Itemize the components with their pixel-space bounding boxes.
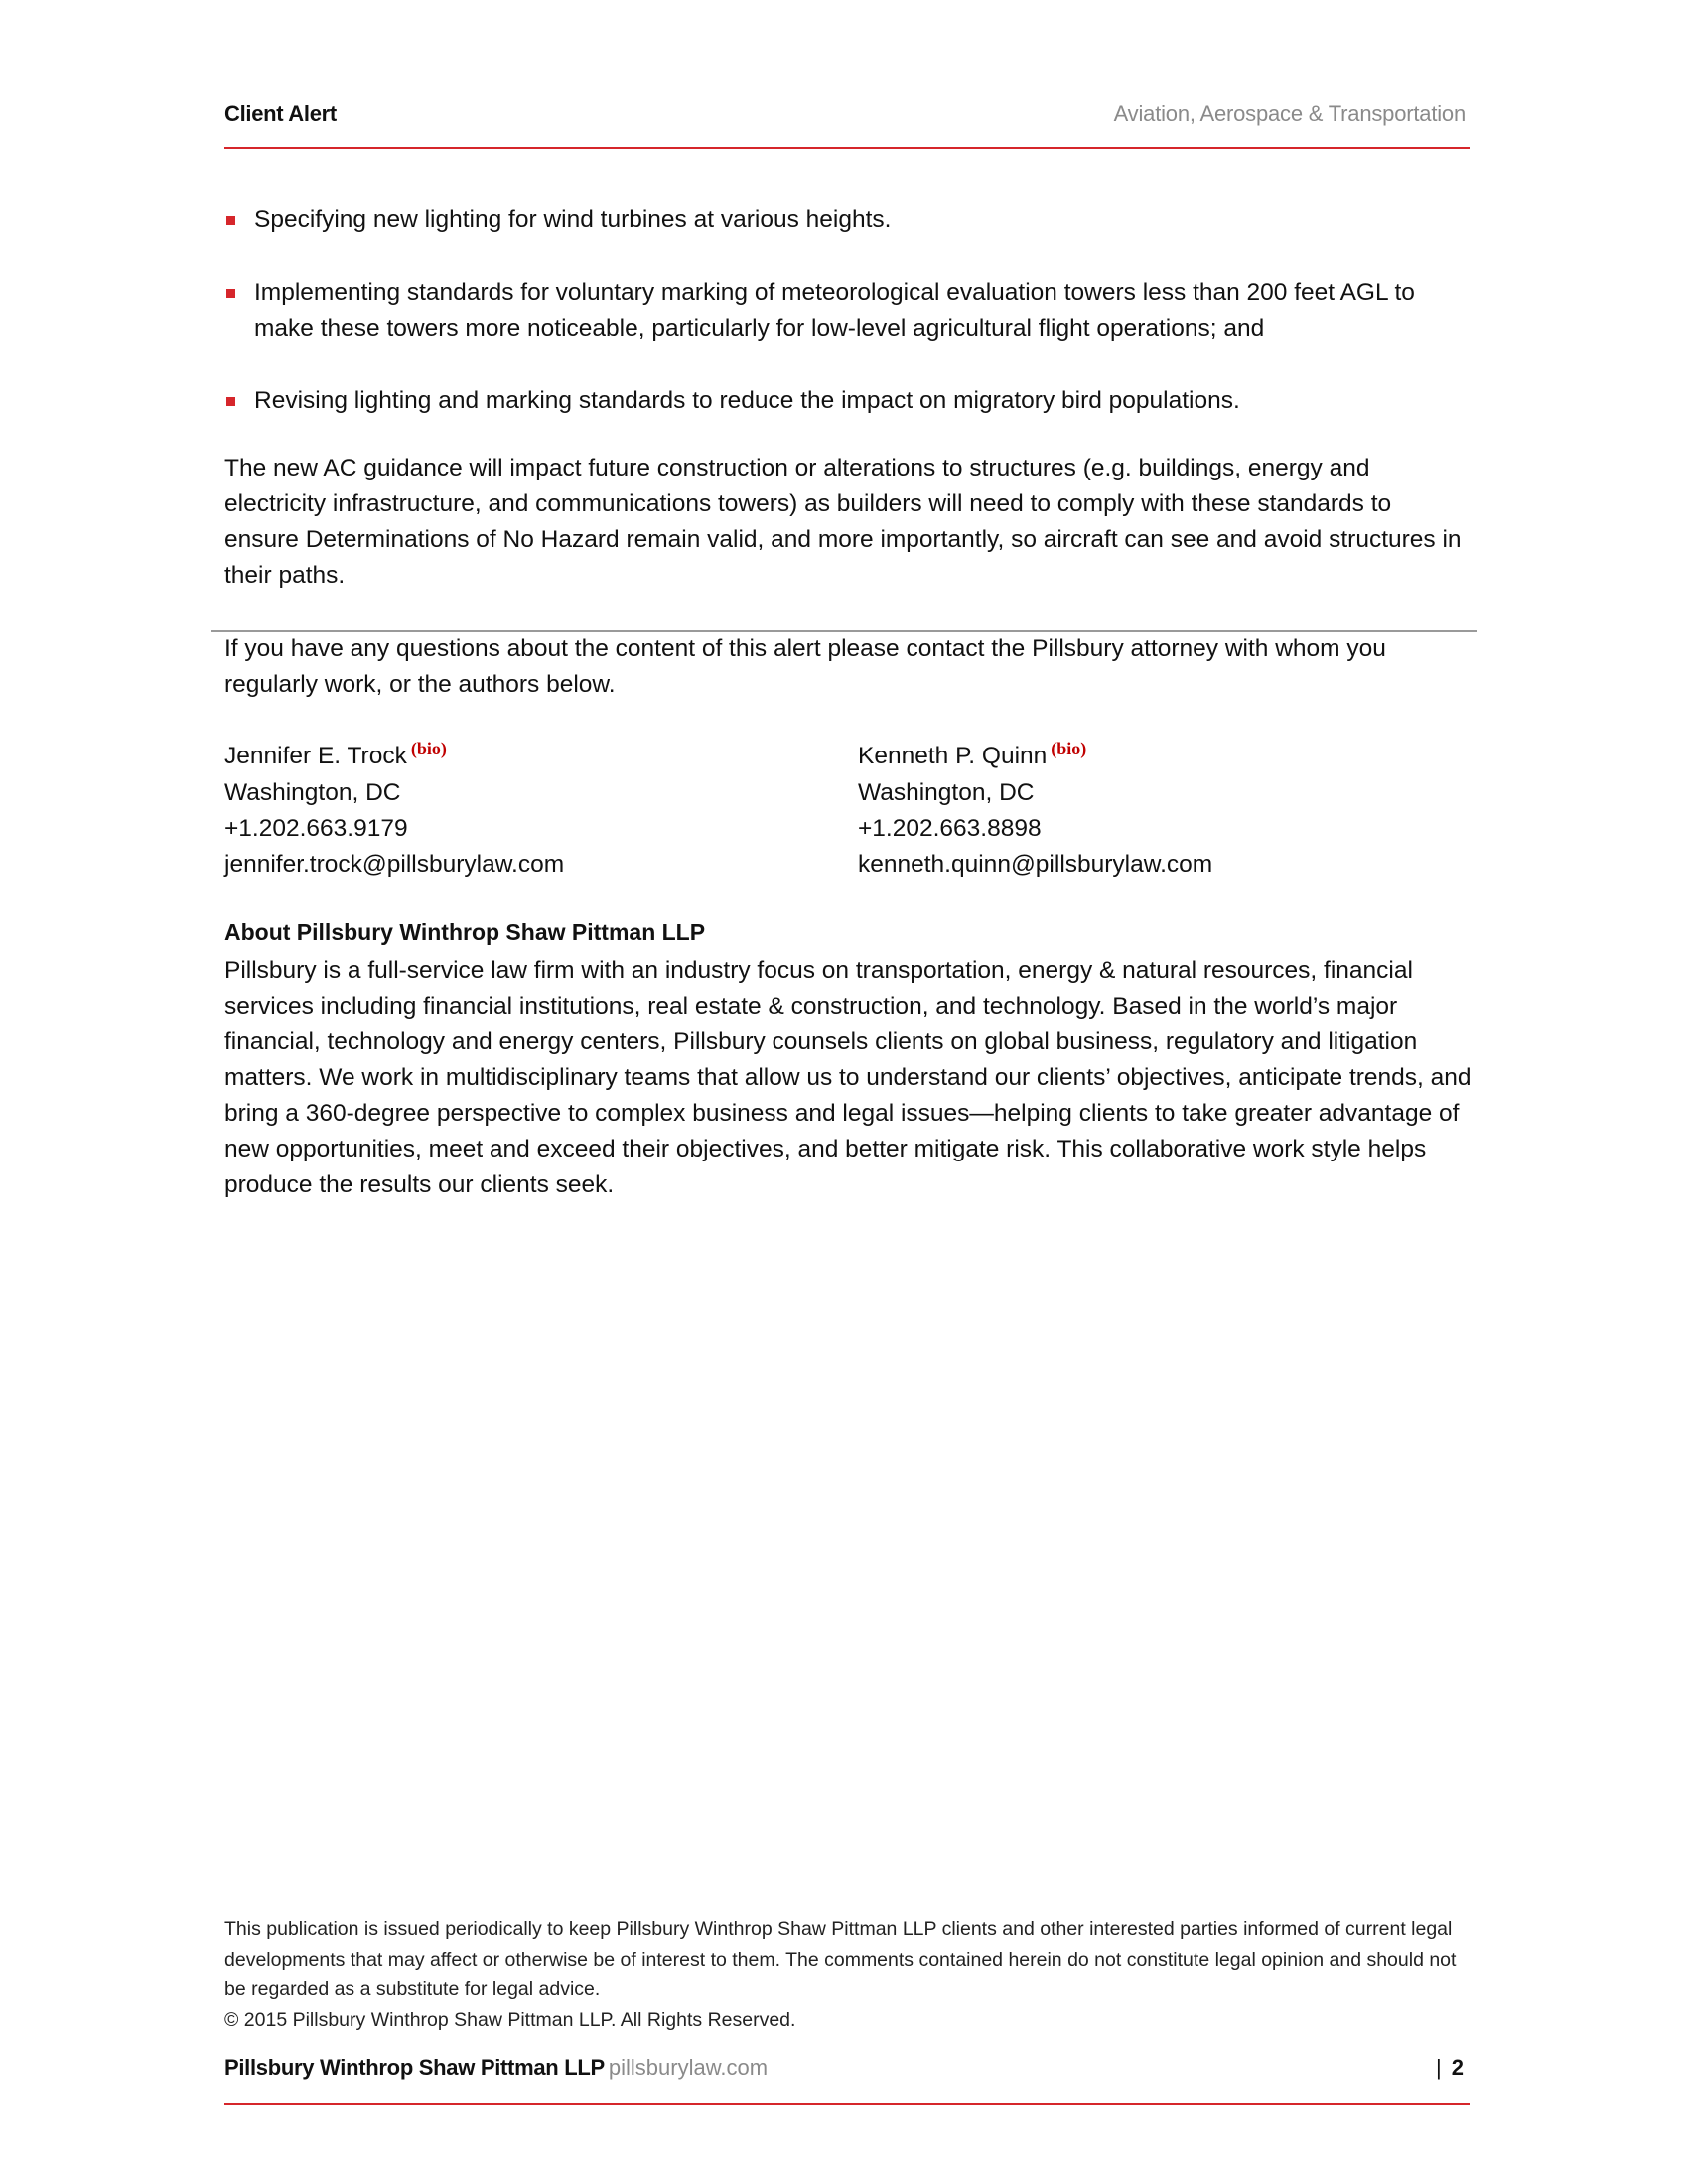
- bullet-text: Revising lighting and marking standards to reduce the impact on migratory bird populations.: [254, 387, 1240, 414]
- about-heading: About Pillsbury Winthrop Shaw Pittman LLP: [224, 919, 706, 945]
- author-bio-link[interactable]: (bio): [1051, 739, 1087, 758]
- page-separator: |: [1436, 2055, 1442, 2080]
- author-city: Washington, DC: [224, 779, 401, 806]
- disclaimer-text: This publication is issued periodically to keep Pillsbury Winthrop Shaw Pittman LLP clients and other interested parties informed of current legal developments that may affect or otherwise be of interest to them. The comments contained herein do not constitute legal opinion and should not be regarded as a substitute for legal advice.: [224, 1918, 1457, 2000]
- author-email[interactable]: jennifer.trock@pillsburylaw.com: [224, 851, 565, 878]
- author-name: Jennifer E. Trock: [224, 743, 407, 769]
- author-name: Kenneth P. Quinn: [858, 743, 1048, 769]
- footer-website-link[interactable]: pillsburylaw.com: [608, 2055, 769, 2080]
- copyright-notice: © 2015 Pillsbury Winthrop Shaw Pittman LLP. All Rights Reserved.: [224, 2008, 796, 2031]
- header-practice-area: Aviation, Aerospace & Transportation: [1113, 101, 1466, 126]
- author-phone: +1.202.663.8898: [858, 815, 1042, 842]
- bullet-list: [224, 203, 1466, 456]
- contact-intro: If you have any questions about the content of this alert please contact the Pillsbury attorney with whom you regularly work, or the authors below.: [224, 635, 1386, 698]
- author-city: Washington, DC: [858, 779, 1035, 806]
- author-email[interactable]: kenneth.quinn@pillsburylaw.com: [858, 851, 1213, 878]
- body-paragraph: The new AC guidance will impact future construction or alterations to structures (e.g. buildings, energy and electricity infrastructure, and communications towers) as builders will need to comply with these standards to ensure Determinations of No Hazard remain valid, and more importantly, so aircraft can see and avoid structures in their paths.: [224, 455, 1462, 589]
- bullet-item: [224, 275, 1466, 346]
- author-card-trock: [224, 739, 564, 883]
- page-number-value: 2: [1451, 2055, 1464, 2080]
- author-bio-link[interactable]: (bio): [410, 739, 447, 758]
- bullet-text: Specifying new lighting for wind turbines at various heights.: [254, 206, 892, 233]
- page-header: [224, 99, 1470, 149]
- bullet-square-icon: [226, 216, 235, 225]
- bullet-item: [224, 383, 1466, 419]
- author-card-quinn: [858, 739, 1212, 883]
- header-publication-type: Client Alert: [224, 101, 337, 126]
- bullet-square-icon: [226, 397, 235, 406]
- page-footer: [224, 2055, 1470, 2105]
- about-paragraph: Pillsbury is a full-service law firm with an industry focus on transportation, energy & natural resources, financial services including financial institutions, real estate & construction, and technology. Based in the world’s major financial, technology and energy centers, Pillsbury counsels clients on global business, regulatory and litigation matters. We work in multidisciplinary teams that allow us to understand our clients’ objectives, anticipate trends, and bring a 360-degree perspective to complex business and legal issues—helping clients to take greater advantage of new opportunities, meet and exceed their objectives, and better mitigate risk. This collaborative work style helps produce the results our clients seek.: [224, 957, 1472, 1198]
- author-phone: +1.202.663.9179: [224, 815, 408, 842]
- bullet-item: [224, 203, 1466, 238]
- bullet-square-icon: [226, 289, 235, 298]
- footer-firm-name: Pillsbury Winthrop Shaw Pittman LLP: [224, 2055, 605, 2080]
- disclaimer: [224, 1914, 1466, 2035]
- bullet-text: Implementing standards for voluntary marking of meteorological evaluation towers less than 200 feet AGL to make these towers more noticeable, particularly for low-level agricultural flight operations; and: [254, 279, 1415, 341]
- page-number: [1436, 2055, 1464, 2081]
